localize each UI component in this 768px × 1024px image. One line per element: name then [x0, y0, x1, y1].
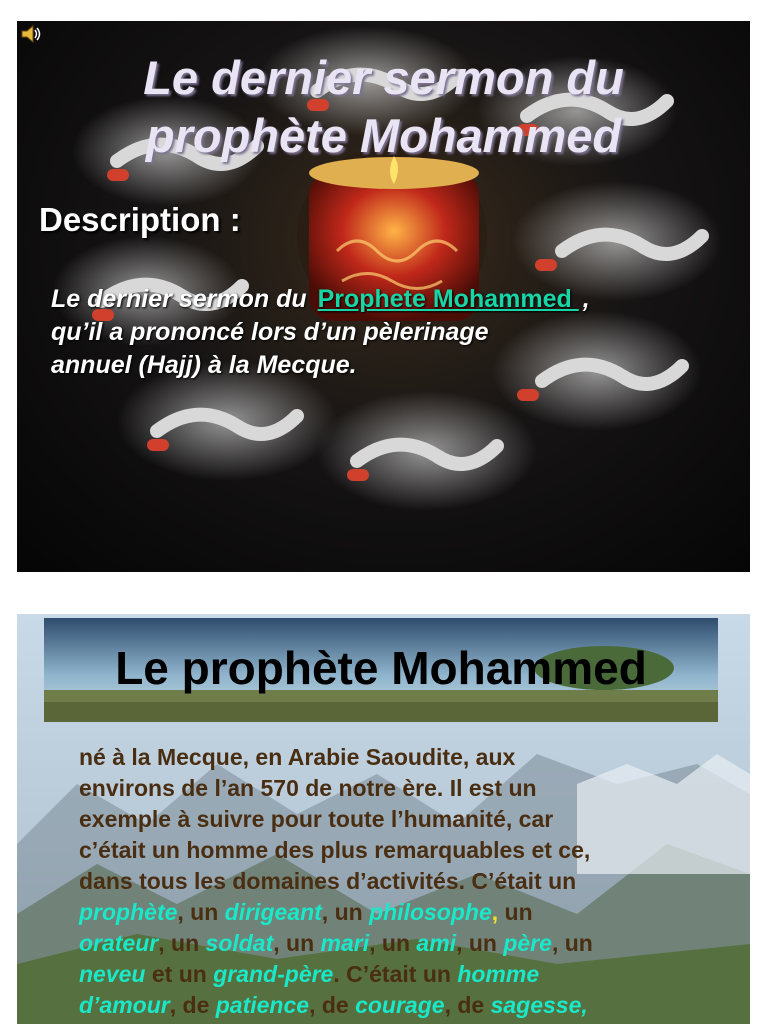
title-line-2: prophète Mohammed [145, 109, 622, 162]
body-text: , [582, 285, 590, 313]
keyword-dirigeant: dirigeant [224, 899, 322, 925]
bio-line-5: dans tous les domaines d’activités. C’était un [79, 868, 577, 894]
separator: un [498, 899, 533, 925]
separator: , de [309, 992, 356, 1018]
keyword-ami: ami [416, 930, 457, 956]
bio-line-1: né à la Mecque, en Arabie Saoudite, aux [79, 744, 516, 770]
separator: , un [177, 899, 225, 925]
keyword-patience: patience [215, 992, 310, 1018]
slide-1-title [17, 49, 750, 165]
bio-line-8 [79, 959, 749, 990]
separator: et un [145, 961, 214, 987]
title-line-1: Le dernier sermon du [143, 51, 624, 104]
keyword-pere: père [503, 930, 552, 956]
keyword-grand-pere: grand-père [213, 961, 334, 987]
separator: , un [456, 930, 504, 956]
keyword-damour: d’amour [79, 992, 170, 1018]
separator: , de [444, 992, 491, 1018]
biography-text [79, 742, 749, 1021]
keyword-homme: homme [457, 961, 540, 987]
keyword-orateur: orateur [79, 930, 159, 956]
bio-line-2: environs de l’an 570 de notre ère. Il est un [79, 775, 537, 801]
body-line-1 [51, 283, 731, 316]
keyword-soldat: soldat [205, 930, 274, 956]
bio-line-6 [79, 897, 749, 928]
separator: . C’était un [333, 961, 458, 987]
separator: , un [551, 930, 593, 956]
speaker-icon[interactable] [19, 23, 41, 45]
separator: , un [321, 899, 370, 925]
keyword-neveu: neveu [79, 961, 146, 987]
slide-2 [17, 614, 750, 1024]
body-line-2: qu’il a prononcé lors d’un pèlerinage [51, 318, 489, 346]
keyword-mari: mari [320, 930, 370, 956]
separator: , un [158, 930, 206, 956]
keyword-sagesse: sagesse [490, 992, 582, 1018]
separator: , un [273, 930, 321, 956]
prophete-mohammed-link[interactable]: Prophete Mohammed [317, 285, 579, 313]
slide-2-title: Le prophète Mohammed [115, 642, 647, 694]
bio-line-7 [79, 928, 749, 959]
yellow-comma: , [491, 899, 499, 925]
bio-line-3: exemple à suivre pour toute l’humanité, car [79, 806, 554, 832]
end-comma: , [581, 992, 588, 1018]
description-body [51, 283, 731, 382]
separator: , de [169, 992, 216, 1018]
description-label: Description : [39, 201, 241, 238]
keyword-courage: courage [355, 992, 445, 1018]
body-text: Le dernier sermon du [51, 285, 314, 313]
separator: , un [369, 930, 417, 956]
body-line-3: annuel (Hajj) à la Mecque. [51, 351, 357, 379]
keyword-philosophe: philosophe [369, 899, 492, 925]
keyword-prophete: prophète [79, 899, 178, 925]
title-banner [44, 618, 718, 722]
bio-line-9 [79, 990, 749, 1021]
slide-1 [17, 21, 750, 572]
bio-line-4: c’était un homme des plus remarquables et ce, [79, 837, 591, 863]
